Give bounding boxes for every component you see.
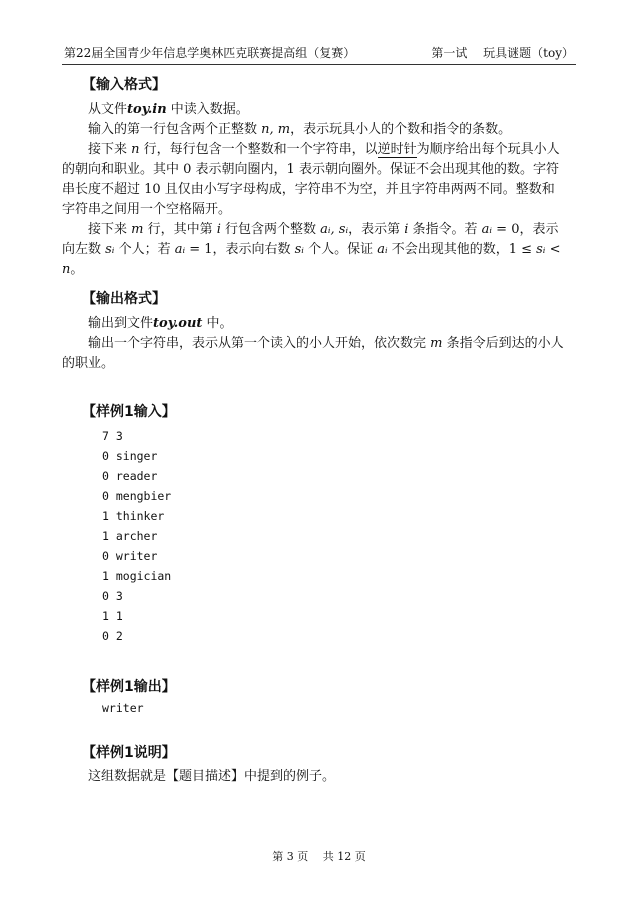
input-first-line-paragraph: 输入的第一行包含两个正整数 n, m，表示玩具小人的个数和指令的条数。 — [88, 122, 512, 137]
output-filename: toy.out — [153, 316, 203, 331]
code-line: 0 writer — [102, 549, 158, 563]
header-problem-title: 第一试 玩具谜题（toy） — [431, 46, 574, 60]
code-line: 0 2 — [102, 629, 123, 643]
sample-explanation-body — [62, 767, 564, 787]
code-line: 0 mengbier — [102, 489, 172, 503]
header-contest-title: 第22届全国青少年信息学奥林匹克联赛提高组（复赛） — [64, 46, 356, 60]
code-line: writer — [102, 701, 144, 715]
input-filename: toy.in — [127, 102, 167, 117]
code-line: 1 thinker — [102, 509, 165, 523]
code-line: 1 archer — [102, 529, 158, 543]
sample-output-title: 【样例1输出】 — [82, 679, 176, 695]
sample-explanation-text: 这组数据就是【题目描述】中提到的例子。 — [88, 769, 336, 784]
code-line: 1 1 — [102, 609, 123, 623]
code-line: 0 reader — [102, 469, 158, 483]
sample-input-code — [102, 426, 171, 646]
output-file-paragraph: 输出到文件toy.out 中。 — [88, 316, 233, 331]
input-file-paragraph: 从文件toy.in 中读入数据。 — [88, 102, 249, 117]
input-format-title: 【输入格式】 — [82, 77, 166, 93]
sample-input-title: 【样例1输入】 — [82, 404, 176, 420]
page-header — [62, 40, 576, 65]
code-line: 0 singer — [102, 449, 158, 463]
code-line: 0 3 — [102, 589, 123, 603]
input-format-body — [62, 100, 564, 280]
output-description-paragraph: 输出一个字符串，表示从第一个读入的小人开始，依次数完 m 条指令后到达的小人的职业。 — [62, 336, 564, 371]
code-line: 1 mogician — [102, 569, 172, 583]
code-line: 7 3 — [102, 429, 123, 443]
sample-explanation-title: 【样例1说明】 — [82, 745, 176, 761]
output-format-body — [62, 314, 564, 374]
input-toy-lines-paragraph: 接下来 n 行，每行包含一个整数和一个字符串，以逆时针为顺序给出每个玩具小人的朝向和职业。其中 0 表示朝向圈内，1 表示朝向圈外。保证不会出现其他的数。字符串长度不超过 10 且仅由小写字母构成，字符串不为空，并且字符串两两不同。整数和字符串之间用一个空格隔开。 — [62, 142, 560, 217]
output-format-title: 【输出格式】 — [82, 291, 166, 307]
counterclockwise-emphasis: 逆时针 — [377, 142, 417, 157]
sample-output-code — [102, 698, 144, 718]
input-instruction-paragraph: 接下来 m 行，其中第 i 行包含两个整数 aᵢ, sᵢ，表示第 i 条指令。若 aᵢ = 0，表示向左数 sᵢ 个人；若 aᵢ = 1，表示向右数 sᵢ 个人。保证 aᵢ 不会出现其他的数，1 ≤ sᵢ < n。 — [62, 222, 561, 277]
page-footer: 第 3 页 共 12 页 — [272, 850, 366, 863]
